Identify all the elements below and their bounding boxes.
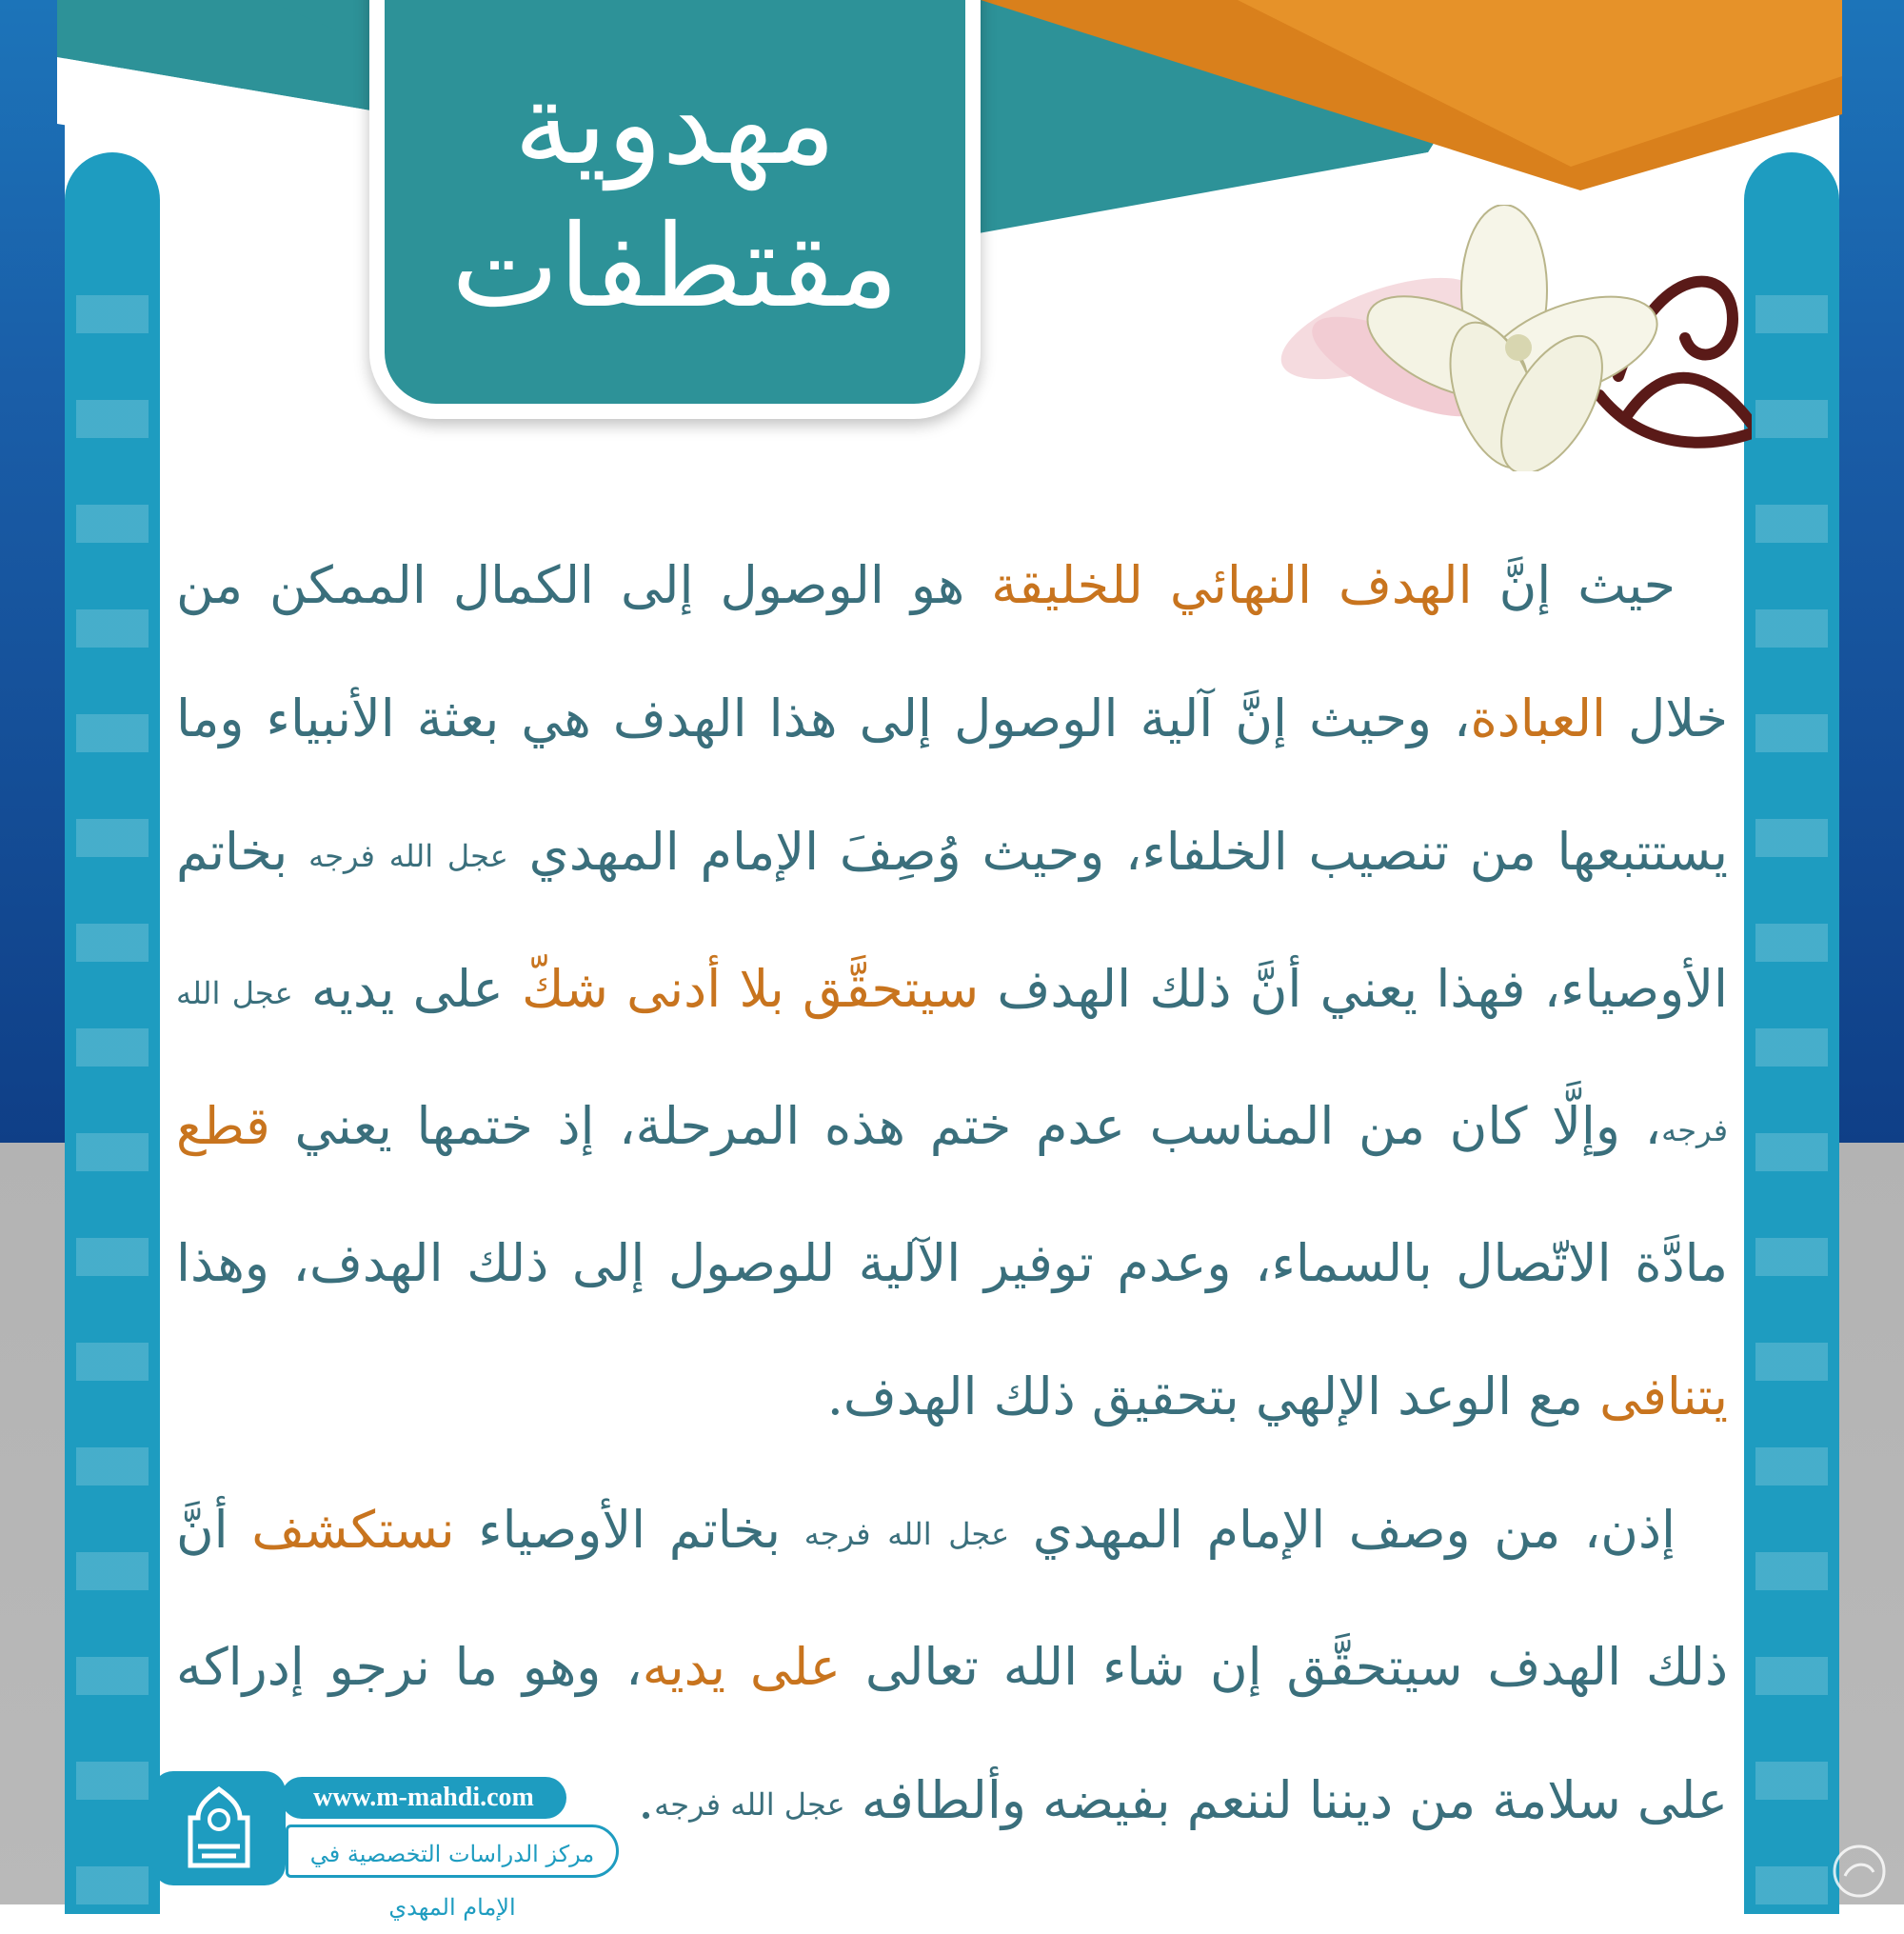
- text-run: ، وهو ما نرجو إدراكه على سلامة من ديننا لننعم بفيضه وألطافه: [176, 1637, 1728, 1830]
- text-run: بخاتم الأوصياء: [454, 1500, 804, 1560]
- page-title: مهدوية مقتطفات: [451, 58, 899, 333]
- honorific: عجل الله فرجه: [654, 1786, 845, 1823]
- highlighted-phrase: العبادة: [1470, 688, 1607, 748]
- text-run: بخاتم الأوصياء، فهذا يعني أنَّ ذلك الهدف: [176, 822, 1728, 1019]
- highlighted-phrase: نستكشف: [251, 1500, 455, 1560]
- title-badge: [369, 0, 981, 419]
- center-name-label: مركز الدراسات التخصصية في الإمام المهدي: [286, 1824, 619, 1878]
- highlighted-phrase: سيتحقَّق بلا أدنى شكّ: [522, 959, 980, 1019]
- flower-ornament: [1257, 205, 1752, 471]
- paragraph: [176, 519, 1728, 1464]
- text-run: .: [637, 1770, 655, 1830]
- highlighted-phrase: يتنافى: [1599, 1366, 1728, 1426]
- highlighted-phrase: على يديه: [642, 1637, 842, 1697]
- footer-brand: [152, 1771, 628, 1921]
- corner-seal-icon: [1832, 1844, 1887, 1899]
- website-url[interactable]: www.m-mahdi.com: [281, 1777, 566, 1819]
- highlighted-phrase: قطع: [176, 1096, 270, 1156]
- honorific: عجل الله فرجه: [803, 1516, 1010, 1552]
- text-run: على يديه: [292, 959, 523, 1019]
- text-run: ، وحيث إنَّ آلية الوصول إلى هذا الهدف هي بعثة الأنبياء وما يستتبعها من تنصيب الخلفاء، وحيث وُصِفَ الإمام المهدي: [176, 688, 1728, 882]
- text-run: مع الوعد الإلهي بتحقيق ذلك الهدف.: [826, 1366, 1600, 1426]
- text-run: هو الوصول إلى الكمال الممكن من خلال: [176, 555, 1728, 748]
- right-decorative-column: [1744, 152, 1839, 1914]
- text-run: مادَّة الاتّصال بالسماء، وعدم توفير الآلية للوصول إلى ذلك الهدف، وهذا: [176, 1233, 1728, 1293]
- text-run: ، وإلَّا كان من المناسب عدم ختم هذه المرحلة، إذ ختمها يعني: [269, 1096, 1662, 1156]
- text-run: حيث إنَّ: [1472, 555, 1676, 615]
- highlighted-phrase: الهدف النهائي للخليقة: [991, 555, 1473, 615]
- mosque-logo-icon: [152, 1771, 286, 1885]
- honorific: عجل الله فرجه: [176, 975, 1728, 1148]
- article-body: [176, 519, 1728, 1871]
- text-run: أنَّ ذلك الهدف سيتحقَّق إن شاء الله تعالى: [176, 1500, 1728, 1697]
- text-run: إذن، من وصف الإمام المهدي: [1009, 1500, 1676, 1560]
- left-decorative-column: [65, 152, 160, 1914]
- honorific: عجل الله فرجه: [308, 838, 508, 874]
